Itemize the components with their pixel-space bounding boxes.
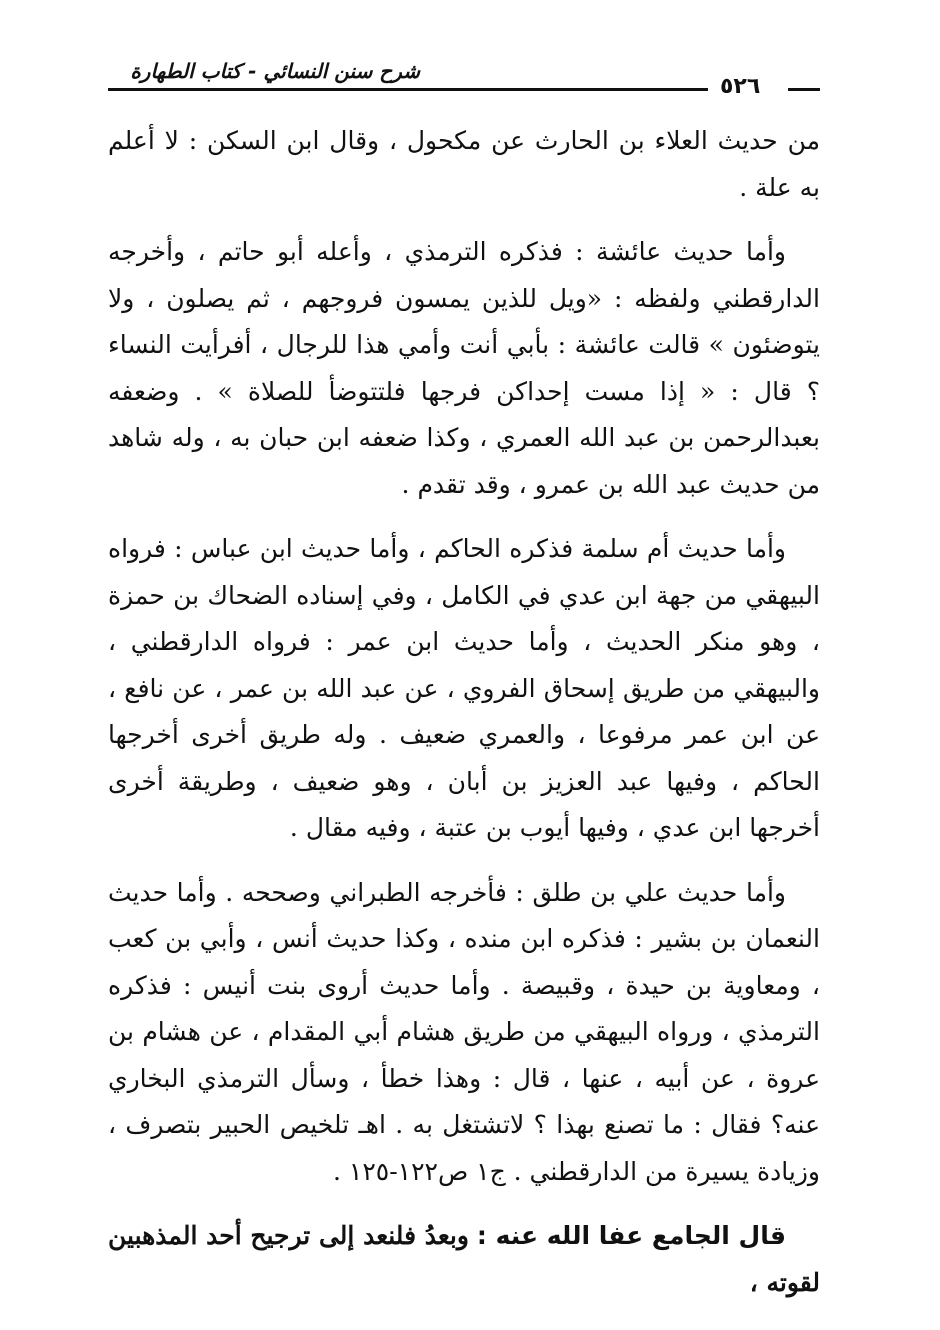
paragraph-4: وأما حديث علي بن طلق : فأخرجه الطبراني وصححه . وأما حديث النعمان بن بشير : فذكره ابن منده ، وكذا حديث أنس ، وأبي بن كعب ، ومعاوية بن حيدة ، وقبيصة . وأما حديث أروى بنت أنيس : فذكره الترمذي ، ورواه البيهقي من طريق هشام أبي المقدام ، عن هشام بن عروة ، عن أبيه ، عنها ، قال : وهذا خطأ ، وسأل الترمذي البخاري عنه؟ فقال : ما تصنع بهذا ؟ لاتشتغل به . اهـ تلخيص الحبير بتصرف ، وزيادة يسيرة من الدارقطني . ج١ ص١٢٢-١٢٥ . (108, 877, 820, 1186)
header-rule (108, 88, 708, 91)
speaker-label: قال الجامع عفا الله عنه : (476, 1221, 786, 1250)
running-title: شرح سنن النسائي - كتاب الطهارة (130, 59, 420, 83)
page-number: ٥٢٦ (720, 74, 761, 99)
paragraph-3: وأما حديث أم سلمة فذكره الحاكم ، وأما حديث ابن عباس : فرواه البيهقي من جهة ابن عدي في الكامل ، وفي إسناده الضحاك بن حمزة ، وهو منكر الحديث ، وأما حديث ابن عمر : فرواه الدارقطني ، والبيهقي من طريق إسحاق الفروي ، عن عبد الله بن عمر ، عن نافع ، عن ابن عمر مرفوعا ، والعمري ضعيف . وله طريق أخرى أخرجها الحاكم ، وفيها عبد العزيز بن أبان ، وهو ضعيف ، وطريقة أخرى أخرجها ابن عدي ، وفيها أيوب بن عتبة ، وفيه مقال . (108, 534, 820, 842)
final-paragraph (108, 1213, 820, 1306)
paragraph-2: وأما حديث عائشة : فذكره الترمذي ، وأعله أبو حاتم ، وأخرجه الدارقطني ولفظه : «ويل للذين يمسون فروجهم ، ثم يصلون ، ولا يتوضئون » قالت عائشة : بأبي أنت وأمي هذا للرجال ، أفرأيت النساء ؟ قال : « إذا مست إحداكن فرجها فلتتوضأ للصلاة » . وضعفه بعبدالرحمن بن عبد الله العمري ، وكذا ضعفه ابن حبان به ، وله شاهد من حديث عبد الله بن عمرو ، وقد تقدم . (108, 237, 820, 499)
page-header (108, 58, 820, 102)
final-paragraph-text: وبعدُ فلنعد إلى ترجيح أحد المذهبين لقوته ، (108, 1221, 820, 1297)
page-number-dash (788, 88, 820, 91)
page-body (108, 118, 820, 1306)
paragraph-1: من حديث العلاء بن الحارث عن مكحول ، وقال ابن السكن : لا أعلم به علة . (108, 126, 820, 202)
